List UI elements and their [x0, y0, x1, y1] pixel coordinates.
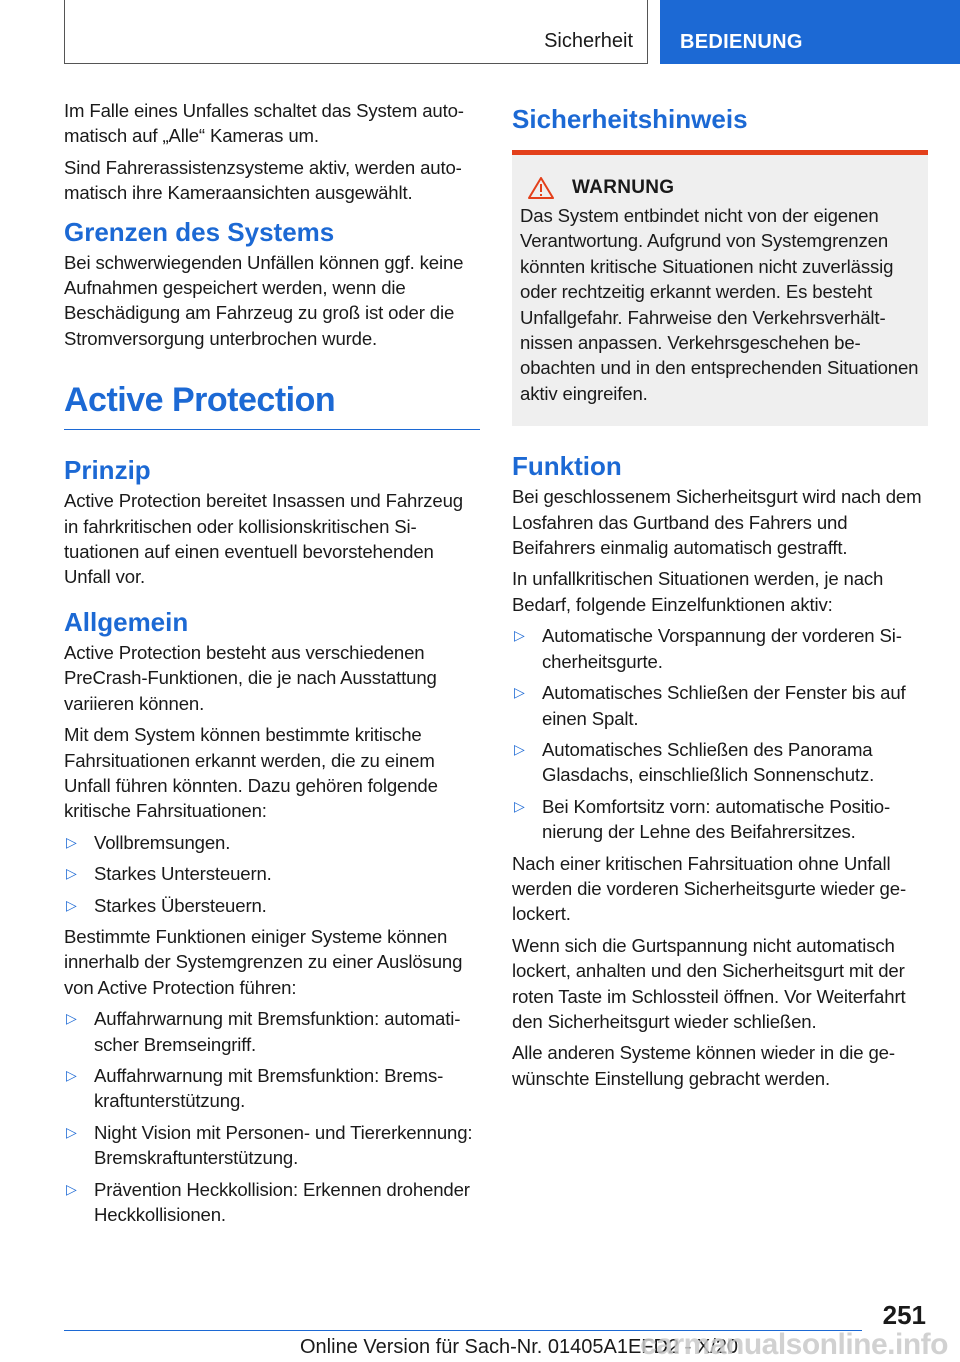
- triangle-right-icon: ▷: [66, 1180, 77, 1197]
- warning-box: [512, 150, 928, 426]
- list-item: ▷ Bei Komfortsitz vorn: automatische Positionierung der Lehne des Beifahrersitzes.: [514, 795, 891, 843]
- warning-header: [520, 177, 920, 199]
- list-trigger-functions: [64, 1006, 480, 1227]
- paragraph: Bei schwerwiegenden Unfällen können ggf. keine Aufnahmen gespeichert werden, wenn die Beschädigung am Fahrzeug zu groß ist oder die Stromversorgung unterbrochen wurde.: [64, 251, 464, 349]
- paragraph: Mit dem System können bestimmte kritische Fahrsituationen erkannt werden, die zu einem Unfall führen könnten. Dazu gehören folgende kritische Fahrsituationen:: [64, 724, 438, 822]
- heading-allgemein: Allgemein: [64, 606, 189, 637]
- list-item: ▷ Automatisches Schließen des Panorama Glasdachs, einschließlich Sonnenschutz.: [514, 738, 875, 786]
- paragraph: In unfallkritischen Situationen werden, je nach Bedarf, folgende Einzelfunktionen aktiv:: [512, 568, 884, 615]
- triangle-right-icon: ▷: [514, 797, 525, 814]
- list-item: ▷ Automatische Vorspannung der vorderen Sicherheitsgurte.: [514, 625, 902, 672]
- triangle-right-icon: ▷: [514, 740, 525, 757]
- heading-grenzen: Grenzen des Systems: [64, 216, 335, 247]
- list-item: ▷ Automatisches Schließen der Fenster bis auf einen Spalt.: [514, 682, 906, 729]
- footer-text: Online Version für Sach-Nr. 01405A1EFD2 - X/20: [300, 1336, 739, 1358]
- paragraph: Im Falle eines Unfalles schaltet das System automatisch auf „Alle“ Kameras um.: [64, 100, 464, 147]
- warning-triangle-icon: [528, 177, 554, 199]
- triangle-right-icon: ▷: [514, 684, 525, 701]
- list-single-functions: [512, 623, 928, 844]
- heading-funktion: Funktion: [512, 451, 622, 482]
- paragraph: Alle anderen Systeme können wieder in die gewünschte Einstellung gebracht werden.: [512, 1042, 896, 1089]
- warning-title: WARNUNG: [572, 177, 675, 198]
- watermark: carmanualsonline.info: [640, 1328, 948, 1361]
- paragraph: Sind Fahrerassistenzsysteme aktiv, werden automatisch ihre Kameraansichten ausgewählt.: [64, 156, 462, 204]
- triangle-right-icon: ▷: [66, 1123, 77, 1140]
- paragraph: Active Protection bereitet Insassen und Fahrzeug in fahrkritischen oder kollisionskritischen Situationen auf einen eventuell bevorstehenden Unfall vor.: [64, 490, 463, 588]
- list-item: ▷ Starkes Übersteuern.: [64, 893, 480, 918]
- heading-active-protection: Active Protection: [64, 377, 480, 430]
- page-number: 251: [882, 1300, 926, 1330]
- triangle-right-icon: ▷: [66, 896, 77, 913]
- list-item: ▷ Starkes Untersteuern.: [64, 861, 480, 886]
- triangle-right-icon: ▷: [66, 1010, 77, 1027]
- right-column: [512, 98, 928, 1097]
- header-chapter-tab: [660, 0, 960, 64]
- list-item: ▷ Vollbremsungen.: [64, 830, 480, 855]
- header-section-box: [64, 0, 648, 64]
- paragraph: Active Protection besteht aus verschiedenen PreCrash-Funktionen, die je nach Ausstattung variieren können.: [64, 641, 437, 714]
- list-item: ▷ Auffahrwarnung mit Bremsfunktion: automatischer Bremseingriff.: [66, 1008, 461, 1055]
- list-item: ▷ Prävention Heckkollision: Erkennen drohender Heckkollisionen.: [66, 1178, 470, 1225]
- triangle-right-icon: ▷: [514, 627, 525, 644]
- heading-sicherheitshinweis: Sicherheitshinweis: [512, 104, 748, 134]
- heading-prinzip: Prinzip: [64, 455, 151, 486]
- triangle-right-icon: ▷: [66, 865, 77, 882]
- list-item: ▷ Auffahrwarnung mit Bremsfunktion: Bremskraftunterstützung.: [66, 1064, 444, 1112]
- paragraph: Bestimmte Funktionen einiger Systeme können innerhalb der Systemgrenzen zu einer Auslösung von Active Protection führen:: [64, 925, 463, 998]
- paragraph: Bei geschlossenem Sicherheitsgurt wird nach dem Losfahren das Gurtband des Fahrers und Beifahrers einmalig automatisch gestrafft.: [512, 486, 922, 559]
- triangle-right-icon: ▷: [66, 1066, 77, 1083]
- header-section-title: Sicherheit: [544, 30, 633, 52]
- left-column: [64, 98, 480, 1233]
- list-item: ▷ Night Vision mit Personen- und Tiererkennung: Bremskraftunterstützung.: [66, 1121, 473, 1169]
- triangle-right-icon: ▷: [66, 833, 77, 850]
- paragraph: Nach einer kritischen Fahrsituation ohne Unfall werden die vorderen Sicherheitsgurte wieder gelockert.: [512, 852, 907, 925]
- paragraph: Wenn sich die Gurtspannung nicht automatisch lockert, anhalten und den Sicherheitsgurt mit der roten Taste im Schlossteil öffnen. Vor Weiterfahrt den Sicherheitsgurt wieder schließen.: [512, 934, 906, 1032]
- warning-text: Das System entbindet nicht von der eigenen Verantwortung. Aufgrund von Systemgrenzen könnten kritische Situationen nicht zuverlässig oder rechtzeitig erkannt werden. Es besteht Unfallgefahr. Fahrweise den Verkehrsverhältnissen anpassen. Verkehrsgeschehen beobachten und in den entsprechenden Situationen aktiv eingreifen.: [520, 205, 919, 404]
- header-chapter-title: BEDIENUNG: [680, 31, 803, 53]
- list-critical-situations: [64, 830, 480, 918]
